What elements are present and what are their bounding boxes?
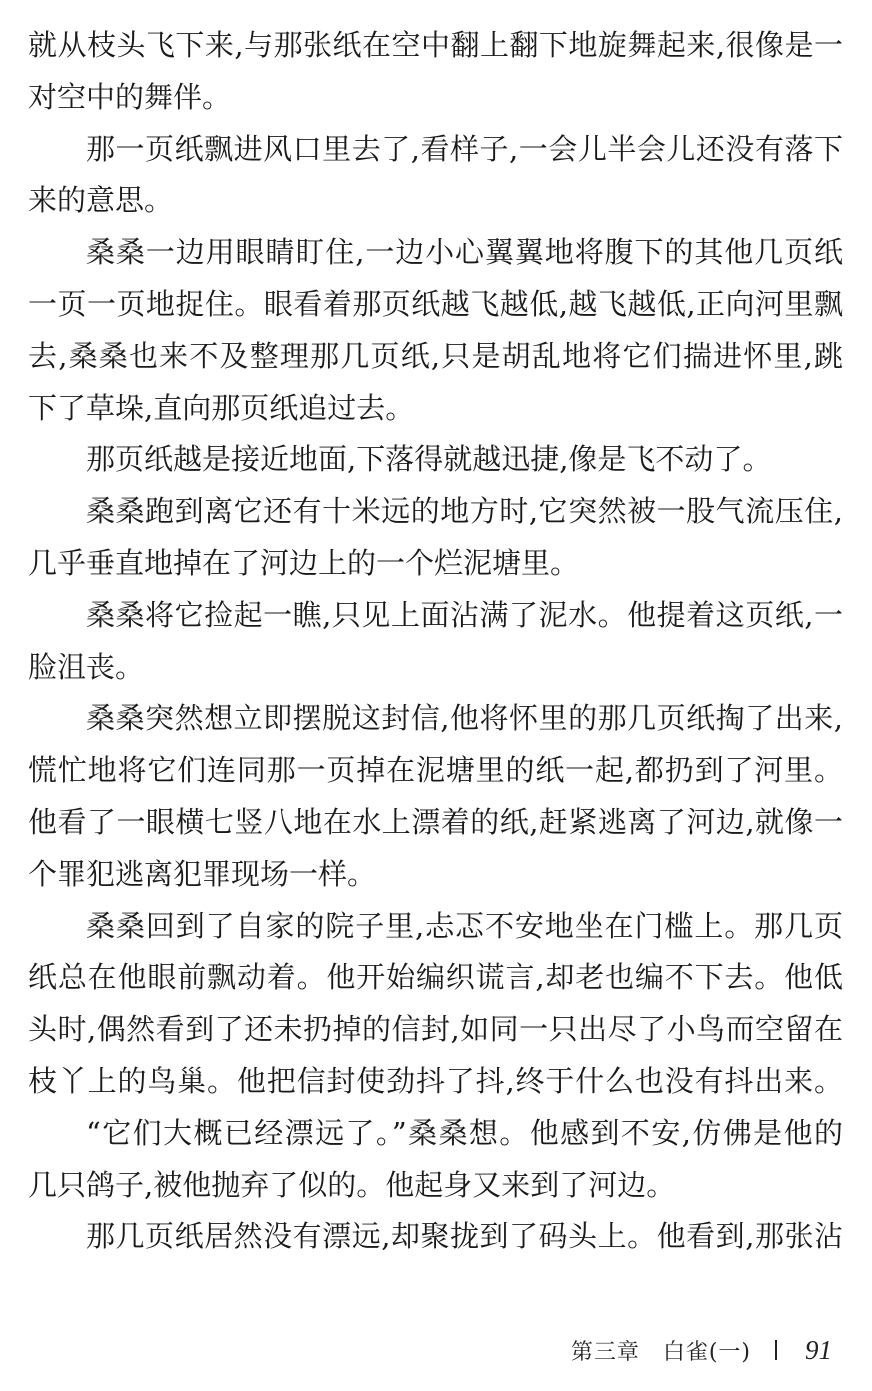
running-chapter-title: 第三章 白雀(一): [570, 1339, 751, 1365]
text-line: 慌忙地将它们连同那一页掉在泥塘里的纸一起,都扔到了河里。: [28, 753, 843, 788]
page-number: 91: [805, 1334, 832, 1365]
paragraph: [28, 434, 843, 486]
text-line: 枝丫上的鸟巢。他把信封使劲抖了抖,终于什么也没有抖出来。: [28, 1063, 843, 1098]
page-footer: [571, 1332, 832, 1368]
text-line: “它们大概已经漂远了。”桑桑想。他感到不安,仿佛是他的: [86, 1115, 843, 1150]
paragraph: [28, 590, 843, 694]
text-line: 桑桑跑到离它还有十米远的地方时,它突然被一股气流压住,: [86, 494, 843, 529]
text-line: 桑桑回到了自家的院子里,忐忑不安地坐在门槛上。那几页: [86, 908, 843, 943]
text-line: 那几页纸居然没有漂远,却聚拢到了码头上。他看到,那张沾: [86, 1219, 843, 1254]
text-line: 那页纸越是接近地面,下落得就越迅捷,像是飞不动了。: [86, 442, 772, 477]
text-line: 个罪犯逃离犯罪现场一样。: [28, 856, 377, 891]
text-line: 来的意思。: [28, 183, 174, 218]
paragraph: [28, 901, 843, 1108]
text-line: 那一页纸飘进风口里去了,看样子,一会儿半会儿还没有落下: [86, 131, 843, 166]
text-line: 头时,偶然看到了还未扔掉的信封,如同一只出尽了小鸟而空留在: [28, 1012, 843, 1047]
text-line: 去,桑桑也来不及整理那几页纸,只是胡乱地将它们揣进怀里,跳: [28, 338, 843, 373]
paragraph: [28, 20, 843, 124]
paragraph: [28, 486, 843, 590]
text-line: 桑桑突然想立即摆脱这封信,他将怀里的那几页纸掏了出来,: [86, 701, 843, 736]
text-line: 几乎垂直地掉在了河边上的一个烂泥塘里。: [28, 545, 580, 580]
text-line: 纸总在他眼前飘动着。他开始编织谎言,却老也编不下去。他低: [28, 960, 843, 995]
paragraph: [28, 1108, 843, 1212]
text-line: 桑桑将它捡起一瞧,只见上面沾满了泥水。他提着这页纸,一: [86, 597, 843, 632]
text-line: 桑桑一边用眼睛盯住,一边小心翼翼地将腹下的其他几页纸: [86, 235, 843, 270]
footer-divider: [775, 1340, 777, 1360]
text-line: 下了草垛,直向那页纸追过去。: [28, 390, 415, 425]
text-line: 就从枝头飞下来,与那张纸在空中翻上翻下地旋舞起来,很像是一: [28, 28, 843, 62]
paragraph: [28, 227, 843, 434]
page-body: [28, 20, 843, 1263]
text-line: 几只鸽子,被他抛弃了似的。他起身又来到了河边。: [28, 1167, 676, 1202]
text-line: 他看了一眼横七竖八地在水上漂着的纸,赶紧逃离了河边,就像一: [28, 804, 843, 839]
paragraph: [28, 124, 843, 228]
text-line: 脸沮丧。: [28, 649, 145, 684]
text-line: 一页一页地捉住。眼看着那页纸越飞越低,越飞越低,正向河里飘: [28, 286, 843, 321]
paragraph: [28, 693, 843, 900]
text-line: 对空中的舞伴。: [28, 79, 232, 114]
paragraph: [28, 1211, 843, 1263]
